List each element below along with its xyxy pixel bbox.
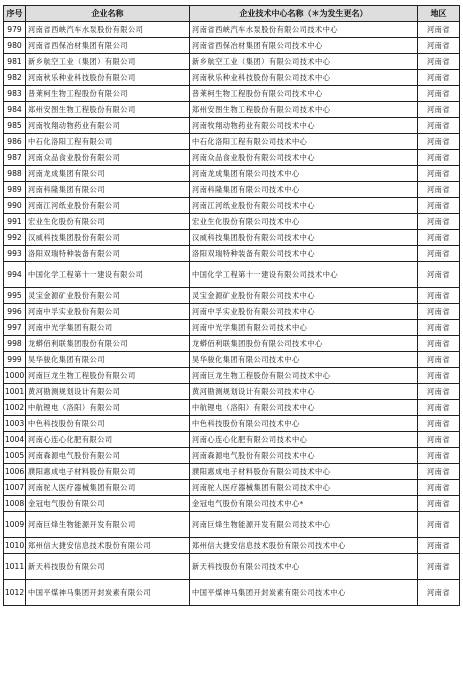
region-cell: 河南省: [418, 580, 460, 606]
table-row: [4, 182, 460, 198]
table-row: [4, 384, 460, 400]
row-seq-cell: 1012: [4, 580, 26, 606]
tech-center-name-cell: 普莱柯生物工程股份有限公司技术中心: [190, 86, 418, 102]
table-row: [4, 86, 460, 102]
region-cell: 河南省: [418, 22, 460, 38]
tech-center-name-cell: 新天科技股份有限公司技术中心: [190, 554, 418, 580]
table-row: [4, 198, 460, 214]
company-name-cell: 河南森源电气股份有限公司: [26, 448, 190, 464]
table-row: [4, 166, 460, 182]
region-cell: 河南省: [418, 400, 460, 416]
region-cell: 河南省: [418, 166, 460, 182]
company-name-cell: 中色科技股份有限公司: [26, 416, 190, 432]
table-row: [4, 448, 460, 464]
tech-center-name-cell: 河南科隆集团有限公司技术中心: [190, 182, 418, 198]
row-seq-cell: 1011: [4, 554, 26, 580]
row-seq-cell: 1008: [4, 496, 26, 512]
table-row: [4, 134, 460, 150]
tech-center-name-cell: 河南中光学集团有限公司技术中心: [190, 320, 418, 336]
row-seq-cell: 994: [4, 262, 26, 288]
tech-center-name-cell: 郑州安图生物工程股份有限公司技术中心: [190, 102, 418, 118]
table-row: [4, 368, 460, 384]
table-row: [4, 246, 460, 262]
company-name-cell: 中国平煤神马集团开封炭素有限公司: [26, 580, 190, 606]
row-seq-cell: 1006: [4, 464, 26, 480]
tech-center-name-cell: 河南省西保冶材集团有限公司技术中心: [190, 38, 418, 54]
table-row: [4, 480, 460, 496]
company-name-cell: 河南秋乐种业科技股份有限公司: [26, 70, 190, 86]
table-row: [4, 150, 460, 166]
table-row: [4, 432, 460, 448]
table-row: [4, 554, 460, 580]
company-name-cell: 洛阳双瑞特种装备有限公司: [26, 246, 190, 262]
table-row: [4, 288, 460, 304]
tech-center-name-cell: 河南秋乐种业科技股份有限公司技术中心: [190, 70, 418, 86]
table-row: [4, 538, 460, 554]
row-seq-cell: 987: [4, 150, 26, 166]
table-row: [4, 464, 460, 480]
region-cell: 河南省: [418, 198, 460, 214]
table-row: [4, 22, 460, 38]
tech-center-name-cell: 中航锂电（洛阳）有限公司技术中心: [190, 400, 418, 416]
company-name-cell: 宏业生化股份有限公司: [26, 214, 190, 230]
region-cell: 河南省: [418, 182, 460, 198]
company-name-cell: 郑州信大捷安信息技术股份有限公司: [26, 538, 190, 554]
region-cell: 河南省: [418, 118, 460, 134]
row-seq-cell: 996: [4, 304, 26, 320]
region-cell: 河南省: [418, 352, 460, 368]
region-cell: 河南省: [418, 86, 460, 102]
region-cell: 河南省: [418, 288, 460, 304]
tech-center-name-cell: 河南牧翔动物药业有限公司技术中心: [190, 118, 418, 134]
table-row: [4, 304, 460, 320]
tech-center-name-cell: 中石化洛阳工程有限公司技术中心: [190, 134, 418, 150]
table-row: [4, 54, 460, 70]
company-name-cell: 河南心连心化肥有限公司: [26, 432, 190, 448]
company-name-cell: 河南众品食业股份有限公司: [26, 150, 190, 166]
company-name-cell: 河南巨烽生物能源开发有限公司: [26, 512, 190, 538]
company-name-cell: 金冠电气股份有限公司: [26, 496, 190, 512]
row-seq-cell: 1002: [4, 400, 26, 416]
company-name-cell: 河南省西保冶材集团有限公司: [26, 38, 190, 54]
region-cell: 河南省: [418, 384, 460, 400]
tech-center-name-cell: 灵宝金源矿业股份有限公司技术中心: [190, 288, 418, 304]
row-seq-cell: 1003: [4, 416, 26, 432]
row-seq-cell: 1004: [4, 432, 26, 448]
row-seq-cell: 993: [4, 246, 26, 262]
row-seq-cell: 983: [4, 86, 26, 102]
tech-center-name-cell: 中色科技股份有限公司技术中心: [190, 416, 418, 432]
region-cell: 河南省: [418, 54, 460, 70]
tech-center-name-cell: 河南中孚实业股份有限公司技术中心: [190, 304, 418, 320]
tech-center-name-cell: 昊华骏化集团有限公司技术中心: [190, 352, 418, 368]
tech-center-name-cell: 黄河勘测规划设计有限公司技术中心: [190, 384, 418, 400]
table-row: [4, 580, 460, 606]
enterprise-tech-center-table-sheet: [3, 5, 459, 606]
region-cell: 河南省: [418, 102, 460, 118]
company-name-cell: 河南驼人医疗器械集团有限公司: [26, 480, 190, 496]
tech-center-name-cell: 河南省西峡汽车水泵股份有限公司技术中心: [190, 22, 418, 38]
region-cell: 河南省: [418, 480, 460, 496]
company-name-cell: 新乡航空工业（集团）有限公司: [26, 54, 190, 70]
region-cell: 河南省: [418, 150, 460, 166]
company-name-cell: 龙蟒佰利联集团股份有限公司: [26, 336, 190, 352]
row-seq-cell: 988: [4, 166, 26, 182]
enterprise-tech-center-table: [3, 5, 460, 606]
region-cell: 河南省: [418, 538, 460, 554]
table-row: [4, 416, 460, 432]
tech-center-name-cell: 中国平煤神马集团开封炭素有限公司技术中心: [190, 580, 418, 606]
company-name-cell: 普莱柯生物工程股份有限公司: [26, 86, 190, 102]
tech-center-name-cell: 新乡航空工业（集团）有限公司技术中心: [190, 54, 418, 70]
tech-center-name-cell: 河南巨烽生物能源开发有限公司技术中心: [190, 512, 418, 538]
row-seq-cell: 980: [4, 38, 26, 54]
row-seq-cell: 1001: [4, 384, 26, 400]
region-cell: 河南省: [418, 432, 460, 448]
company-name-cell: 河南科隆集团有限公司: [26, 182, 190, 198]
tech-center-name-cell: 濮阳惠成电子材料股份有限公司技术中心: [190, 464, 418, 480]
tech-center-name-cell: 汉威科技集团股份有限公司技术中心: [190, 230, 418, 246]
table-row: [4, 336, 460, 352]
company-name-cell: 汉威科技集团股份有限公司: [26, 230, 190, 246]
region-cell: 河南省: [418, 230, 460, 246]
tech-center-name-cell: 龙蟒佰利联集团股份有限公司技术中心: [190, 336, 418, 352]
tech-center-name-cell: 金冠电气股份有限公司技术中心*: [190, 496, 418, 512]
region-cell: 河南省: [418, 368, 460, 384]
table-row: [4, 496, 460, 512]
region-cell: 河南省: [418, 214, 460, 230]
row-seq-cell: 982: [4, 70, 26, 86]
row-seq-cell: 992: [4, 230, 26, 246]
row-seq-cell: 979: [4, 22, 26, 38]
region-cell: 河南省: [418, 320, 460, 336]
table-row: [4, 512, 460, 538]
table-header-row: [4, 6, 460, 22]
row-seq-cell: 989: [4, 182, 26, 198]
company-name-cell: 河南牧翔动物药业有限公司: [26, 118, 190, 134]
company-name-cell: 濮阳惠成电子材料股份有限公司: [26, 464, 190, 480]
table-row: [4, 262, 460, 288]
row-seq-cell: 1000: [4, 368, 26, 384]
region-cell: 河南省: [418, 554, 460, 580]
tech-center-name-cell: 河南众品食业股份有限公司技术中心: [190, 150, 418, 166]
row-seq-cell: 981: [4, 54, 26, 70]
company-name-cell: 中国化学工程第十一建设有限公司: [26, 262, 190, 288]
tech-center-name-cell: 河南驼人医疗器械集团有限公司技术中心: [190, 480, 418, 496]
company-name-cell: 灵宝金源矿业股份有限公司: [26, 288, 190, 304]
table-row: [4, 320, 460, 336]
region-cell: 河南省: [418, 246, 460, 262]
row-seq-cell: 995: [4, 288, 26, 304]
company-name-cell: 黄河勘测规划设计有限公司: [26, 384, 190, 400]
table-body: [4, 22, 460, 606]
region-cell: 河南省: [418, 70, 460, 86]
region-cell: 河南省: [418, 448, 460, 464]
table-row: [4, 352, 460, 368]
table-row: [4, 102, 460, 118]
tech-center-name-cell: 河南巨龙生物工程股份有限公司技术中心: [190, 368, 418, 384]
company-name-cell: 河南江河纸业股份有限公司: [26, 198, 190, 214]
company-name-cell: 郑州安图生物工程股份有限公司: [26, 102, 190, 118]
company-name-cell: 新天科技股份有限公司: [26, 554, 190, 580]
tech-center-name-cell: 郑州信大捷安信息技术股份有限公司技术中心: [190, 538, 418, 554]
header-seq: 序号: [4, 6, 26, 22]
row-seq-cell: 985: [4, 118, 26, 134]
row-seq-cell: 991: [4, 214, 26, 230]
row-seq-cell: 1010: [4, 538, 26, 554]
company-name-cell: 河南中孚实业股份有限公司: [26, 304, 190, 320]
region-cell: 河南省: [418, 38, 460, 54]
table-row: [4, 214, 460, 230]
tech-center-name-cell: 中国化学工程第十一建设有限公司技术中心: [190, 262, 418, 288]
region-cell: 河南省: [418, 336, 460, 352]
region-cell: 河南省: [418, 512, 460, 538]
row-seq-cell: 997: [4, 320, 26, 336]
header-center: 企业技术中心名称（＊为发生更名）: [190, 6, 418, 22]
region-cell: 河南省: [418, 262, 460, 288]
header-company: 企业名称: [26, 6, 190, 22]
table-row: [4, 70, 460, 86]
tech-center-name-cell: 宏业生化股份有限公司技术中心: [190, 214, 418, 230]
header-region: 地区: [418, 6, 460, 22]
company-name-cell: 河南省西峡汽车水泵股份有限公司: [26, 22, 190, 38]
row-seq-cell: 1005: [4, 448, 26, 464]
tech-center-name-cell: 河南龙成集团有限公司技术中心: [190, 166, 418, 182]
region-cell: 河南省: [418, 496, 460, 512]
table-row: [4, 118, 460, 134]
tech-center-name-cell: 河南心连心化肥有限公司技术中心: [190, 432, 418, 448]
region-cell: 河南省: [418, 304, 460, 320]
region-cell: 河南省: [418, 464, 460, 480]
tech-center-name-cell: 河南森源电气股份有限公司技术中心: [190, 448, 418, 464]
company-name-cell: 河南龙成集团有限公司: [26, 166, 190, 182]
table-row: [4, 38, 460, 54]
tech-center-name-cell: 河南江河纸业股份有限公司技术中心: [190, 198, 418, 214]
company-name-cell: 河南中光学集团有限公司: [26, 320, 190, 336]
table-row: [4, 400, 460, 416]
row-seq-cell: 984: [4, 102, 26, 118]
row-seq-cell: 998: [4, 336, 26, 352]
row-seq-cell: 1007: [4, 480, 26, 496]
company-name-cell: 中石化洛阳工程有限公司: [26, 134, 190, 150]
region-cell: 河南省: [418, 416, 460, 432]
row-seq-cell: 1009: [4, 512, 26, 538]
company-name-cell: 中航锂电（洛阳）有限公司: [26, 400, 190, 416]
table-row: [4, 230, 460, 246]
tech-center-name-cell: 洛阳双瑞特种装备有限公司技术中心: [190, 246, 418, 262]
company-name-cell: 昊华骏化集团有限公司: [26, 352, 190, 368]
row-seq-cell: 986: [4, 134, 26, 150]
company-name-cell: 河南巨龙生物工程股份有限公司: [26, 368, 190, 384]
row-seq-cell: 999: [4, 352, 26, 368]
row-seq-cell: 990: [4, 198, 26, 214]
region-cell: 河南省: [418, 134, 460, 150]
